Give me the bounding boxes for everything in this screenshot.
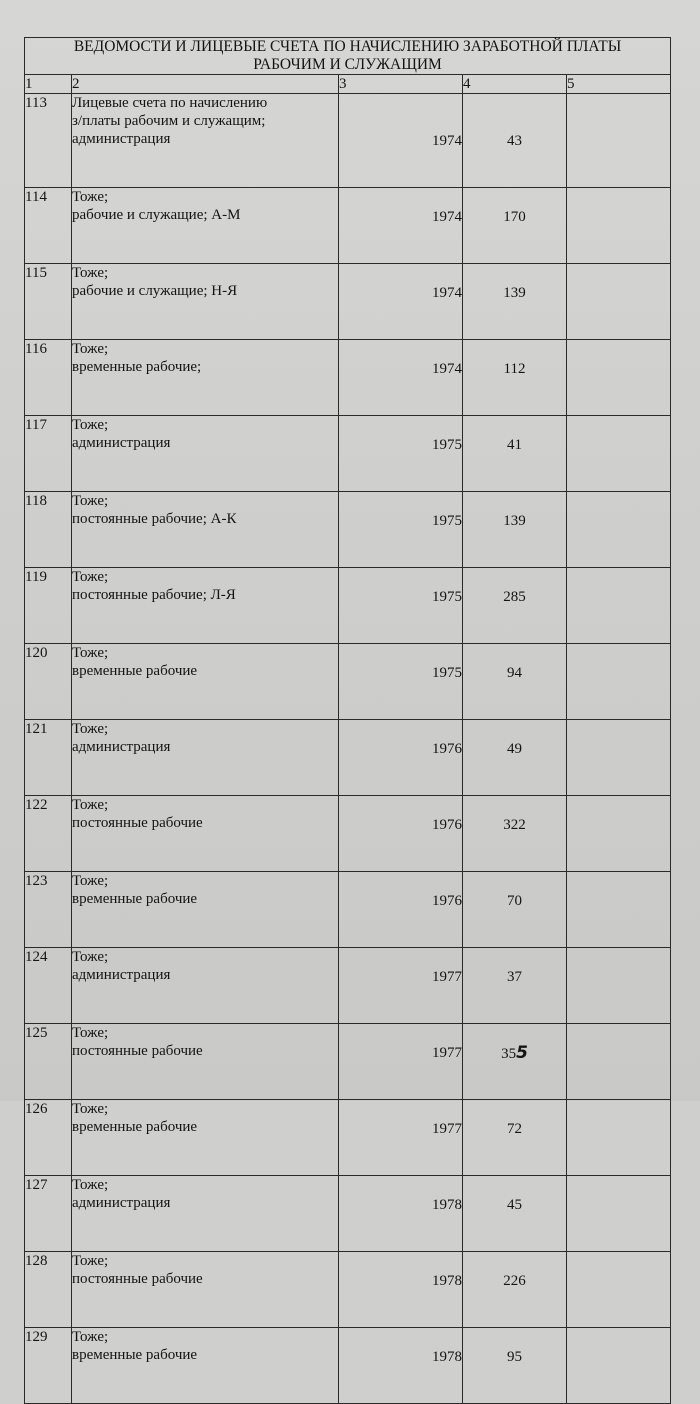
description-line: временные рабочие (72, 891, 198, 907)
description-line: рабочие и служащие; А-М (72, 207, 241, 223)
row-number: 125 (25, 1024, 72, 1100)
description-line: администрация (72, 131, 171, 147)
row-note (567, 416, 671, 492)
row-year: 1977 (339, 1100, 463, 1176)
col-header-1: 1 (25, 75, 72, 94)
description-line: администрация (72, 435, 171, 451)
row-number: 128 (25, 1252, 72, 1328)
table-row (25, 568, 671, 644)
row-description (72, 492, 339, 568)
row-year: 1975 (339, 492, 463, 568)
row-description (72, 720, 339, 796)
count-value: 139 (503, 285, 526, 301)
row-count (463, 1252, 567, 1328)
count-value: 45 (507, 1197, 522, 1213)
col-header-2: 2 (72, 75, 339, 94)
description-line: Тоже; (72, 1253, 109, 1269)
row-note (567, 188, 671, 264)
row-count (463, 720, 567, 796)
row-note (567, 720, 671, 796)
row-year: 1976 (339, 872, 463, 948)
description-line: Тоже; (72, 797, 109, 813)
row-year: 1975 (339, 644, 463, 720)
row-note (567, 568, 671, 644)
row-note (567, 796, 671, 872)
row-description (72, 568, 339, 644)
row-year: 1976 (339, 796, 463, 872)
row-count (463, 796, 567, 872)
table-row (25, 1100, 671, 1176)
row-description (72, 416, 339, 492)
row-count (463, 416, 567, 492)
title-line-1: ВЕДОМОСТИ И ЛИЦЕВЫЕ СЧЕТА ПО НАЧИСЛЕНИЮ ЗАРАБОТНОЙ ПЛАТЫ (73, 38, 622, 55)
row-year: 1974 (339, 340, 463, 416)
row-year: 1975 (339, 568, 463, 644)
table-row (25, 1252, 671, 1328)
description-line: Тоже; (72, 493, 109, 509)
row-note (567, 1252, 671, 1328)
row-number: 124 (25, 948, 72, 1024)
row-year: 1978 (339, 1328, 463, 1404)
count-value: 95 (507, 1349, 522, 1365)
description-line: администрация (72, 739, 171, 755)
row-count (463, 340, 567, 416)
table-row (25, 720, 671, 796)
description-line: Лицевые счета по начислению (72, 95, 268, 111)
row-count (463, 94, 567, 188)
table-row (25, 188, 671, 264)
table-row (25, 492, 671, 568)
col-header-5: 5 (567, 75, 671, 94)
description-line: Тоже; (72, 1101, 109, 1117)
row-number: 114 (25, 188, 72, 264)
row-description (72, 1252, 339, 1328)
table-row (25, 796, 671, 872)
row-description (72, 644, 339, 720)
ledger-table (24, 37, 671, 1404)
description-line: Тоже; (72, 873, 109, 889)
table-row (25, 264, 671, 340)
row-description (72, 94, 339, 188)
description-line: Тоже; (72, 265, 109, 281)
row-number: 129 (25, 1328, 72, 1404)
row-count (463, 492, 567, 568)
description-line: Тоже; (72, 189, 109, 205)
handwritten-correction: 5 (516, 1043, 528, 1063)
row-year: 1975 (339, 416, 463, 492)
row-description (72, 264, 339, 340)
row-number: 126 (25, 1100, 72, 1176)
table-row (25, 94, 671, 188)
description-line: постоянные рабочие; Л-Я (72, 587, 236, 603)
description-line: Тоже; (72, 1177, 109, 1193)
row-description (72, 1328, 339, 1404)
row-number: 122 (25, 796, 72, 872)
row-year: 1974 (339, 264, 463, 340)
row-number: 118 (25, 492, 72, 568)
description-line: временные рабочие (72, 663, 198, 679)
row-note (567, 340, 671, 416)
count-value: 70 (507, 893, 522, 909)
description-line: Тоже; (72, 1329, 109, 1345)
row-description (72, 1100, 339, 1176)
row-number: 121 (25, 720, 72, 796)
column-header-row (25, 75, 671, 94)
row-description (72, 1176, 339, 1252)
table-row (25, 416, 671, 492)
row-description (72, 948, 339, 1024)
row-year: 1974 (339, 188, 463, 264)
description-line: временные рабочие (72, 1347, 198, 1363)
row-number: 116 (25, 340, 72, 416)
description-line: Тоже; (72, 569, 109, 585)
row-note (567, 264, 671, 340)
row-number: 117 (25, 416, 72, 492)
description-line: Тоже; (72, 949, 109, 965)
description-line: Тоже; (72, 1025, 109, 1041)
description-line: Тоже; (72, 341, 109, 357)
row-year: 1977 (339, 1024, 463, 1100)
row-count (463, 1176, 567, 1252)
row-count (463, 1328, 567, 1404)
row-description (72, 1024, 339, 1100)
row-description (72, 872, 339, 948)
count-value: 139 (503, 513, 526, 529)
row-count (463, 644, 567, 720)
count-value: 285 (503, 589, 526, 605)
row-year: 1976 (339, 720, 463, 796)
table-title (25, 38, 671, 75)
description-line: постоянные рабочие (72, 1271, 203, 1287)
row-year: 1974 (339, 94, 463, 188)
table-row (25, 872, 671, 948)
row-note (567, 948, 671, 1024)
row-number: 115 (25, 264, 72, 340)
count-value: 112 (503, 361, 526, 377)
row-note (567, 644, 671, 720)
row-description (72, 796, 339, 872)
table-title-row (25, 38, 671, 75)
row-number: 113 (25, 94, 72, 188)
row-count (463, 1100, 567, 1176)
row-count (463, 188, 567, 264)
count-value: 72 (507, 1121, 522, 1137)
description-line: постоянные рабочие (72, 815, 203, 831)
row-note (567, 1024, 671, 1100)
count-value: 226 (503, 1273, 526, 1289)
row-note (567, 872, 671, 948)
count-value: 170 (503, 209, 526, 225)
table-row (25, 1176, 671, 1252)
description-line: рабочие и служащие; Н-Я (72, 283, 238, 299)
row-note (567, 1176, 671, 1252)
row-count (463, 264, 567, 340)
col-header-4: 4 (463, 75, 567, 94)
table-row (25, 644, 671, 720)
row-note (567, 492, 671, 568)
row-note (567, 1100, 671, 1176)
count-value: 43 (507, 133, 522, 149)
title-line-2: РАБОЧИМ И СЛУЖАЩИМ (253, 56, 442, 73)
description-line: временные рабочие (72, 1119, 198, 1135)
row-number: 127 (25, 1176, 72, 1252)
table-row (25, 1328, 671, 1404)
col-header-3: 3 (339, 75, 463, 94)
row-number: 123 (25, 872, 72, 948)
description-line: Тоже; (72, 417, 109, 433)
row-number: 120 (25, 644, 72, 720)
row-note (567, 1328, 671, 1404)
description-line: Тоже; (72, 721, 109, 737)
count-value: 35 (501, 1046, 517, 1062)
description-line: администрация (72, 1195, 171, 1211)
row-description (72, 340, 339, 416)
row-count (463, 872, 567, 948)
row-year: 1978 (339, 1176, 463, 1252)
row-year: 1977 (339, 948, 463, 1024)
table-row (25, 948, 671, 1024)
table-row (25, 340, 671, 416)
count-value: 322 (503, 817, 526, 833)
count-value: 41 (507, 437, 522, 453)
description-line: з/платы рабочим и служащим; (72, 113, 266, 129)
description-line: администрация (72, 967, 171, 983)
description-line: Тоже; (72, 645, 109, 661)
row-year: 1978 (339, 1252, 463, 1328)
row-note (567, 94, 671, 188)
count-value: 49 (507, 741, 522, 757)
description-line: временные рабочие; (72, 359, 202, 375)
row-number: 119 (25, 568, 72, 644)
row-count (463, 1024, 567, 1100)
row-description (72, 188, 339, 264)
row-count (463, 948, 567, 1024)
count-value: 94 (507, 665, 522, 681)
row-count (463, 568, 567, 644)
table-row (25, 1024, 671, 1100)
description-line: постоянные рабочие; А-К (72, 511, 237, 527)
description-line: постоянные рабочие (72, 1043, 203, 1059)
count-value: 37 (507, 969, 522, 985)
